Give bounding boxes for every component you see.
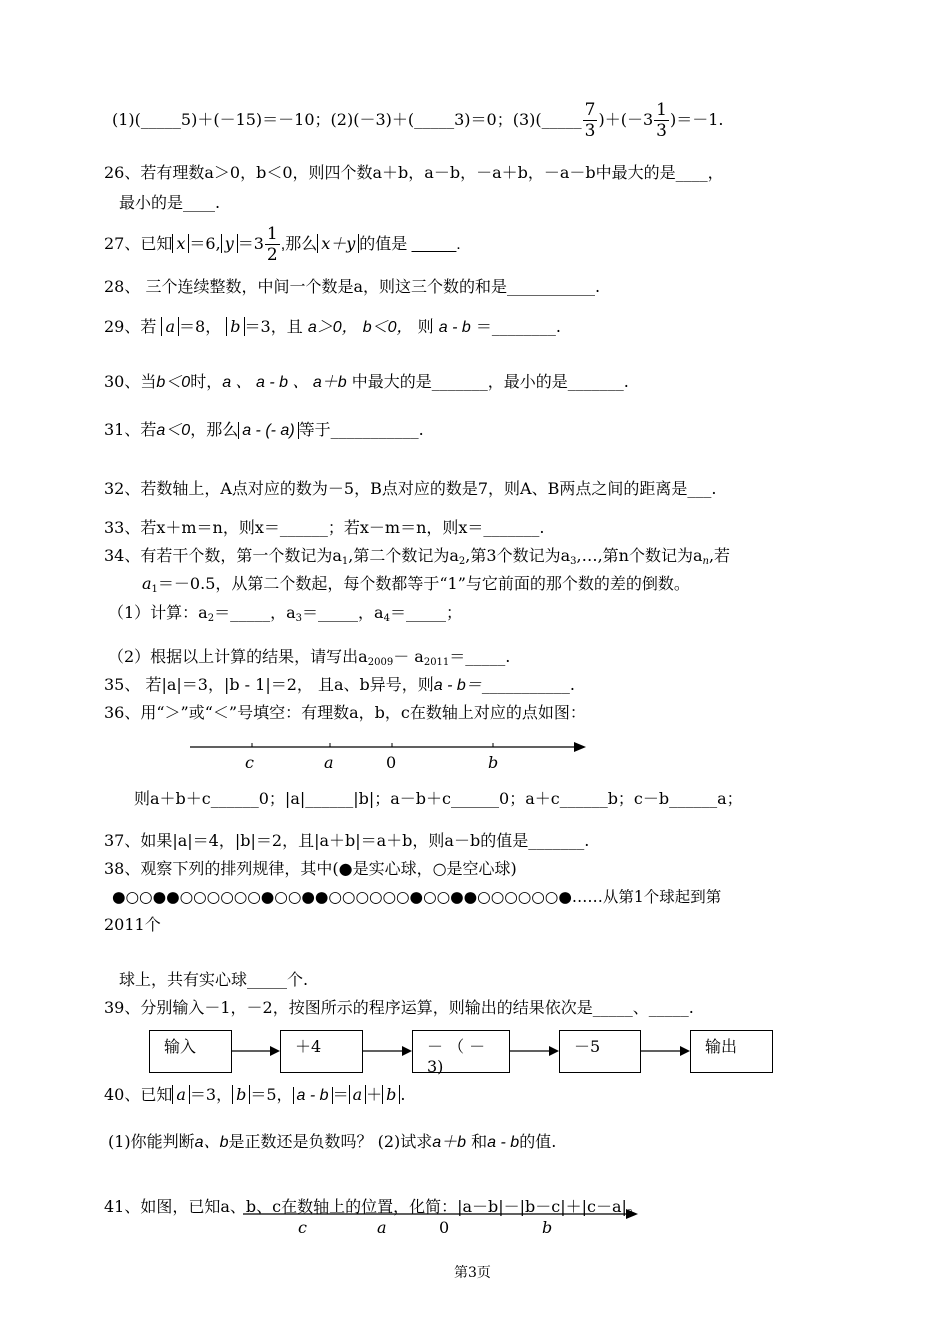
q38-line3: 2011个 <box>104 915 161 934</box>
q41-axis-label-b: b <box>542 1218 553 1237</box>
q34-line3: （1）计算：$a_2=\_\_\_\_\_$，$a_3=\_\_\_\_\_$，$a_4=\_\_\_\_\_$； <box>108 603 462 624</box>
page-number: 第3页 <box>454 1265 491 1281</box>
q27-line: 27、已知 x ＝6, y ＝3 $\frac{1}{2}$ ,那么 x＋y 的值是 _____. <box>104 224 461 265</box>
q25-line: (1)(_____5)＋(－15)＝－10；(2)(－3)＋(_____3)＝0；(3)(_____ $\frac{7}{3}$ )＋(－3 $\frac{1}{3}$ )＝－1. <box>112 100 724 141</box>
q40-line2: (1)你能判断a、b是正数还是负数吗？ (2)试求a＋b 和a - b的值. <box>108 1132 557 1151</box>
q38-balls: ●○○●●○○○○○○●○○●●○○○○○○●○○●●○○○○○○●……从第1个球起到第 <box>112 888 722 906</box>
q36-answer-line: 则a＋b＋c______0；|a|______|b|；a－b＋c______0；a＋c______b；c－b______a； <box>134 789 743 808</box>
q41-line: 41、如图，已知a、b、c在数轴上的位置，化简：|a－b|－|b－c|＋|c－a|。 <box>104 1197 643 1216</box>
q36-axis-label-c: c <box>245 753 254 772</box>
flow-box-minus-neg3: － （ －3) <box>412 1030 510 1073</box>
q36-axis-label-0: 0 <box>386 753 397 772</box>
q30-line: 30、当b＜0时，a 、 a - b 、 a＋b 中最大的是_______，最小的是_______. <box>104 372 629 391</box>
q41-axis-label-a: a <box>377 1218 387 1237</box>
flow-box-minus5: －5 <box>559 1030 641 1073</box>
q34-line1: 34、有若干个数，第一个数记为$a_1$,第二个数记为$a_2$,第3个数记为$a_3,\dots$,第n个数记为$a_n$,若 <box>104 546 731 567</box>
q41-axis-label-c: c <box>298 1218 307 1237</box>
q33-line: 33、若x＋m＝n，则x＝______；若x－m＝n，则x＝_______. <box>104 518 545 537</box>
q38-line1: 38、观察下列的排列规律，其中(●是实心球，○是空心球) <box>104 859 517 878</box>
q32-line: 32、若数轴上，A点对应的数为－5，B点对应的数是7，则A、B两点之间的距离是___. <box>104 479 717 498</box>
q28-line: 28、 三个连续整数，中间一个数是a，则这三个数的和是___________. <box>104 277 601 296</box>
flow-box-plus4: ＋4 <box>280 1030 363 1073</box>
q38-line4: 球上，共有实心球_____个. <box>119 970 309 989</box>
q26-line1: 26、若有理数a＞0，b＜0，则四个数a＋b，a－b，－a＋b，－a－b中最大的是____， <box>104 163 724 182</box>
fraction-1-3: $\frac{1}{3}$ <box>656 100 667 141</box>
fraction-7-3: $\frac{7}{3}$ <box>584 100 596 141</box>
q34-line4: （2）根据以上计算的结果，请写出$a_{2009}-$ $a_{2011}=\_\_\_\_\_$. <box>108 647 511 668</box>
q36-axis-label-b: b <box>488 753 499 772</box>
q37-line: 37、如果|a|＝4，|b|＝2，且|a＋b|＝a＋b，则a－b的值是_______. <box>104 831 590 850</box>
q29-line: 29、若 a ＝8， b ＝3，且 a＞0， b＜0， 则 a - b ＝________. <box>104 317 561 336</box>
fraction-1-2: $\frac{1}{2}$ <box>266 224 278 265</box>
q26-line2: 最小的是____. <box>119 193 221 212</box>
flow-box-output: 输出 <box>690 1030 773 1073</box>
q31-line: 31、若a＜0，那么 a - (- a) 等于___________. <box>104 420 424 439</box>
q35-line: 35、 若|a|＝3，|b - 1|＝2， 且a、b异号，则a - b＝___________. <box>104 675 575 694</box>
q36-line: 36、用“＞”或“＜”号填空：有理数a，b，c在数轴上对应的点如图： <box>104 703 586 722</box>
q41-axis-label-0: 0 <box>439 1218 450 1237</box>
q36-axis-arrow <box>574 742 586 752</box>
q40-line1: 40、已知 a ＝3， b ＝5， a - b ＝ a ＋ b . <box>104 1085 406 1104</box>
q39-line: 39、分别输入－1，－2，按图所示的程序运算，则输出的结果依次是_____、_____. <box>104 998 694 1017</box>
q36-axis-label-a: a <box>324 753 334 772</box>
q34-line2: $a_1=-0.5$，从第二个数起，每个数都等于“1”与它前面的那个数的差的倒数。 <box>142 574 690 595</box>
flow-box-input: 输入 <box>149 1030 232 1073</box>
